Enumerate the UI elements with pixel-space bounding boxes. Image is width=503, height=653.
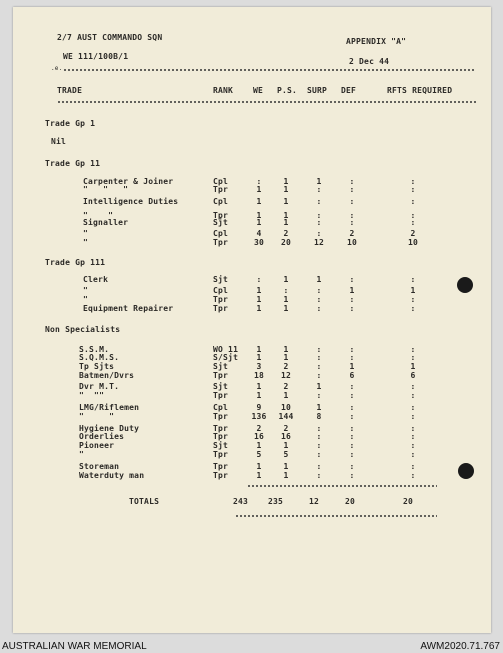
cell-ps: 16 xyxy=(280,432,292,441)
trade-name: " "" xyxy=(79,391,105,400)
cell-we: 1 xyxy=(256,471,262,480)
trade-group-heading: Trade Gp 1 xyxy=(45,119,96,128)
cell-def: : xyxy=(349,424,355,433)
cell-ps: 1 xyxy=(283,345,289,354)
initial-mark: .e. xyxy=(51,65,63,72)
cell-def: 1 xyxy=(349,362,355,371)
cell-ps: 12 xyxy=(280,371,292,380)
cell-ps: 20 xyxy=(280,238,292,247)
cell-ps: 5 xyxy=(283,450,289,459)
trade-name: " xyxy=(83,238,89,247)
cell-we: 3 xyxy=(256,362,262,371)
cell-surp: : xyxy=(316,185,322,194)
cell-rfts: : xyxy=(410,185,416,194)
cell-rank: Tpr xyxy=(213,432,229,441)
cell-ps: 1 xyxy=(283,295,289,304)
cell-def: : xyxy=(349,441,355,450)
cell-surp: : xyxy=(316,345,322,354)
cell-rfts: : xyxy=(410,424,416,433)
cell-rank: Sjt xyxy=(213,441,229,450)
cell-we: 1 xyxy=(256,218,262,227)
cell-rank: Cpl xyxy=(213,177,229,186)
cell-rank: Cpl xyxy=(213,197,229,206)
cell-ps: 1 xyxy=(283,211,289,220)
cell-we: 4 xyxy=(256,229,262,238)
cell-rfts: : xyxy=(410,403,416,412)
cell-def: : xyxy=(349,211,355,220)
cell-we: 1 xyxy=(256,441,262,450)
cell-ps: 1 xyxy=(283,218,289,227)
cell-rfts: : xyxy=(410,211,416,220)
cell-we: : xyxy=(256,177,262,186)
trade-name: " " xyxy=(79,412,115,421)
cell-we: 1 xyxy=(256,353,262,362)
cell-def: : xyxy=(349,275,355,284)
trade-name: Hygiene Duty xyxy=(79,424,140,433)
cell-surp: 1 xyxy=(316,177,322,186)
cell-surp: : xyxy=(316,197,322,206)
cell-rank: Tpr xyxy=(213,295,229,304)
cell-ps: 2 xyxy=(283,362,289,371)
cell-we: 16 xyxy=(253,432,265,441)
cell-def: : xyxy=(349,218,355,227)
cell-surp: 8 xyxy=(316,412,322,421)
cell-def: 6 xyxy=(349,371,355,380)
totals-def: 20 xyxy=(345,497,356,506)
top-dotted-rule xyxy=(63,69,476,71)
cell-rfts: 6 xyxy=(410,371,416,380)
col-surp: SURP xyxy=(307,86,328,95)
cell-rfts: : xyxy=(410,353,416,362)
trade-name: Signaller xyxy=(83,218,129,227)
cell-surp: : xyxy=(316,424,322,433)
cell-def: : xyxy=(349,412,355,421)
cell-def: : xyxy=(349,353,355,362)
cell-def: : xyxy=(349,471,355,480)
cell-surp: : xyxy=(316,295,322,304)
cell-def: : xyxy=(349,382,355,391)
cell-we: : xyxy=(256,275,262,284)
cell-rank: Tpr xyxy=(213,450,229,459)
document-date: 2 Dec 44 xyxy=(349,57,390,66)
cell-surp: : xyxy=(316,450,322,459)
header-dotted-rule xyxy=(57,101,476,103)
cell-we: 1 xyxy=(256,391,262,400)
cell-surp: : xyxy=(316,362,322,371)
archive-credit: AUSTRALIAN WAR MEMORIAL xyxy=(2,641,147,652)
cell-rank: Sjt xyxy=(213,275,229,284)
cell-surp: : xyxy=(316,286,322,295)
cell-ps: 1 xyxy=(283,275,289,284)
trade-name: Equipment Repairer xyxy=(83,304,174,313)
cell-we: 5 xyxy=(256,450,262,459)
cell-rank: Cpl xyxy=(213,403,229,412)
cell-we: 1 xyxy=(256,304,262,313)
cell-def: 1 xyxy=(349,286,355,295)
cell-we: 30 xyxy=(253,238,265,247)
reference-number: WE 111/100B/1 xyxy=(63,52,129,61)
cell-rank: Tpr xyxy=(213,462,229,471)
cell-ps: 144 xyxy=(278,412,294,421)
trade-name: " xyxy=(79,450,85,459)
cell-we: 136 xyxy=(251,412,267,421)
cell-surp: : xyxy=(316,371,322,380)
cell-rank: S/Sjt xyxy=(213,353,239,362)
cell-rfts: : xyxy=(410,412,416,421)
cell-rfts: 1 xyxy=(410,286,416,295)
col-ps: P.S. xyxy=(277,86,298,95)
cell-we: 1 xyxy=(256,382,262,391)
cell-ps: 10 xyxy=(280,403,292,412)
cell-surp: : xyxy=(316,432,322,441)
trade-name: Waterduty man xyxy=(79,471,145,480)
cell-rank: Tpr xyxy=(213,371,229,380)
archive-reference: AWM2020.71.767 xyxy=(420,641,500,652)
cell-rank: Cpl xyxy=(213,229,229,238)
cell-rfts: : xyxy=(410,462,416,471)
trade-name: Dvr M.T. xyxy=(79,382,120,391)
cell-ps: 1 xyxy=(283,462,289,471)
cell-rank: Tpr xyxy=(213,304,229,313)
trade-name: Clerk xyxy=(83,275,109,284)
cell-we: 1 xyxy=(256,197,262,206)
cell-surp: : xyxy=(316,229,322,238)
trade-group-heading: Trade Gp 111 xyxy=(45,258,106,267)
totals-top-rule xyxy=(247,485,437,487)
cell-surp: : xyxy=(316,353,322,362)
punch-hole-upper xyxy=(457,277,473,293)
cell-def: : xyxy=(349,304,355,313)
cell-we: 1 xyxy=(256,185,262,194)
cell-we: 1 xyxy=(256,462,262,471)
document-page xyxy=(13,7,491,633)
cell-rank: Cpl xyxy=(213,286,229,295)
cell-ps: 2 xyxy=(283,229,289,238)
cell-we: 1 xyxy=(256,295,262,304)
cell-surp: 1 xyxy=(316,403,322,412)
cell-ps: 2 xyxy=(283,424,289,433)
cell-ps: 1 xyxy=(283,391,289,400)
trade-name: S.Q.M.S. xyxy=(79,353,120,362)
cell-rank: Tpr xyxy=(213,412,229,421)
cell-ps: : xyxy=(283,286,289,295)
cell-rfts: : xyxy=(410,432,416,441)
cell-rfts: : xyxy=(410,391,416,400)
cell-rank: Tpr xyxy=(213,471,229,480)
cell-rfts: : xyxy=(410,304,416,313)
cell-def: : xyxy=(349,197,355,206)
cell-surp: 1 xyxy=(316,275,322,284)
cell-rfts: : xyxy=(410,450,416,459)
cell-rank: Tpr xyxy=(213,185,229,194)
trade-name: Batmen/Dvrs xyxy=(79,371,135,380)
cell-def: : xyxy=(349,177,355,186)
cell-rank: Sjt xyxy=(213,382,229,391)
cell-we: 1 xyxy=(256,345,262,354)
cell-def: : xyxy=(349,403,355,412)
cell-we: 18 xyxy=(253,371,265,380)
trade-name: " xyxy=(83,286,89,295)
totals-bottom-rule xyxy=(235,515,437,517)
appendix-label: APPENDIX "A" xyxy=(346,37,407,46)
cell-rfts: : xyxy=(410,177,416,186)
cell-def: : xyxy=(349,462,355,471)
cell-rank: Tpr xyxy=(213,211,229,220)
cell-we: 2 xyxy=(256,424,262,433)
cell-rfts: : xyxy=(410,441,416,450)
totals-rfts: 20 xyxy=(403,497,414,506)
trade-name: Storeman xyxy=(79,462,120,471)
cell-rfts: 1 xyxy=(410,362,416,371)
cell-we: 1 xyxy=(256,211,262,220)
cell-def: : xyxy=(349,391,355,400)
trade-name: Tp Sjts xyxy=(79,362,115,371)
trade-name: Intelligence Duties xyxy=(83,197,179,206)
trade-name: Carpenter & Joiner xyxy=(83,177,174,186)
cell-surp: : xyxy=(316,211,322,220)
cell-ps: 1 xyxy=(283,471,289,480)
cell-ps: 1 xyxy=(283,353,289,362)
punch-hole-lower xyxy=(458,463,474,479)
totals-ps: 235 xyxy=(268,497,284,506)
cell-def: : xyxy=(349,295,355,304)
trade-name: LMG/Riflemen xyxy=(79,403,140,412)
cell-surp: 12 xyxy=(313,238,325,247)
trade-group-heading: Trade Gp 11 xyxy=(45,159,101,168)
cell-rank: Tpr xyxy=(213,238,229,247)
trade-group-heading: Non Specialists xyxy=(45,325,121,334)
trade-name: S.S.M. xyxy=(79,345,110,354)
cell-def: : xyxy=(349,185,355,194)
cell-rfts: : xyxy=(410,218,416,227)
col-we: WE xyxy=(253,86,264,95)
cell-surp: 1 xyxy=(316,382,322,391)
cell-rank: Sjt xyxy=(213,362,229,371)
cell-rank: Tpr xyxy=(213,424,229,433)
col-trade: TRADE xyxy=(57,86,83,95)
cell-rfts: : xyxy=(410,275,416,284)
trade-name: Orderlies xyxy=(79,432,125,441)
trade-name: Nil xyxy=(51,137,67,146)
trade-name: " xyxy=(83,229,89,238)
totals-surp: 12 xyxy=(309,497,320,506)
trade-name: " " " xyxy=(83,185,129,194)
cell-surp: : xyxy=(316,218,322,227)
trade-name: Pioneer xyxy=(79,441,115,450)
cell-def: : xyxy=(349,345,355,354)
cell-rfts: : xyxy=(410,382,416,391)
cell-rank: WO 11 xyxy=(213,345,239,354)
cell-rfts: : xyxy=(410,295,416,304)
totals-we: 243 xyxy=(233,497,249,506)
cell-surp: : xyxy=(316,441,322,450)
col-def: DEF xyxy=(341,86,357,95)
cell-we: 1 xyxy=(256,286,262,295)
cell-rank: Sjt xyxy=(213,218,229,227)
cell-rank: Tpr xyxy=(213,391,229,400)
cell-def: : xyxy=(349,432,355,441)
cell-rfts: : xyxy=(410,471,416,480)
cell-ps: 1 xyxy=(283,304,289,313)
cell-surp: : xyxy=(316,462,322,471)
unit-name: 2/7 AUST COMMANDO SQN xyxy=(57,33,163,42)
cell-ps: 1 xyxy=(283,441,289,450)
cell-rfts: : xyxy=(410,345,416,354)
cell-surp: : xyxy=(316,391,322,400)
cell-we: 9 xyxy=(256,403,262,412)
cell-rfts: 10 xyxy=(407,238,419,247)
cell-def: 2 xyxy=(349,229,355,238)
cell-rfts: : xyxy=(410,197,416,206)
col-rank: RANK xyxy=(213,86,234,95)
totals-label: TOTALS xyxy=(129,497,160,506)
cell-ps: 1 xyxy=(283,197,289,206)
cell-def: 10 xyxy=(346,238,358,247)
cell-ps: 1 xyxy=(283,185,289,194)
cell-def: : xyxy=(349,450,355,459)
cell-surp: : xyxy=(316,471,322,480)
cell-ps: 2 xyxy=(283,382,289,391)
cell-ps: 1 xyxy=(283,177,289,186)
trade-name: " xyxy=(83,295,89,304)
cell-surp: : xyxy=(316,304,322,313)
col-rfts: RFTS REQUIRED xyxy=(387,86,453,95)
trade-name: " " xyxy=(83,211,114,220)
cell-rfts: 2 xyxy=(410,229,416,238)
